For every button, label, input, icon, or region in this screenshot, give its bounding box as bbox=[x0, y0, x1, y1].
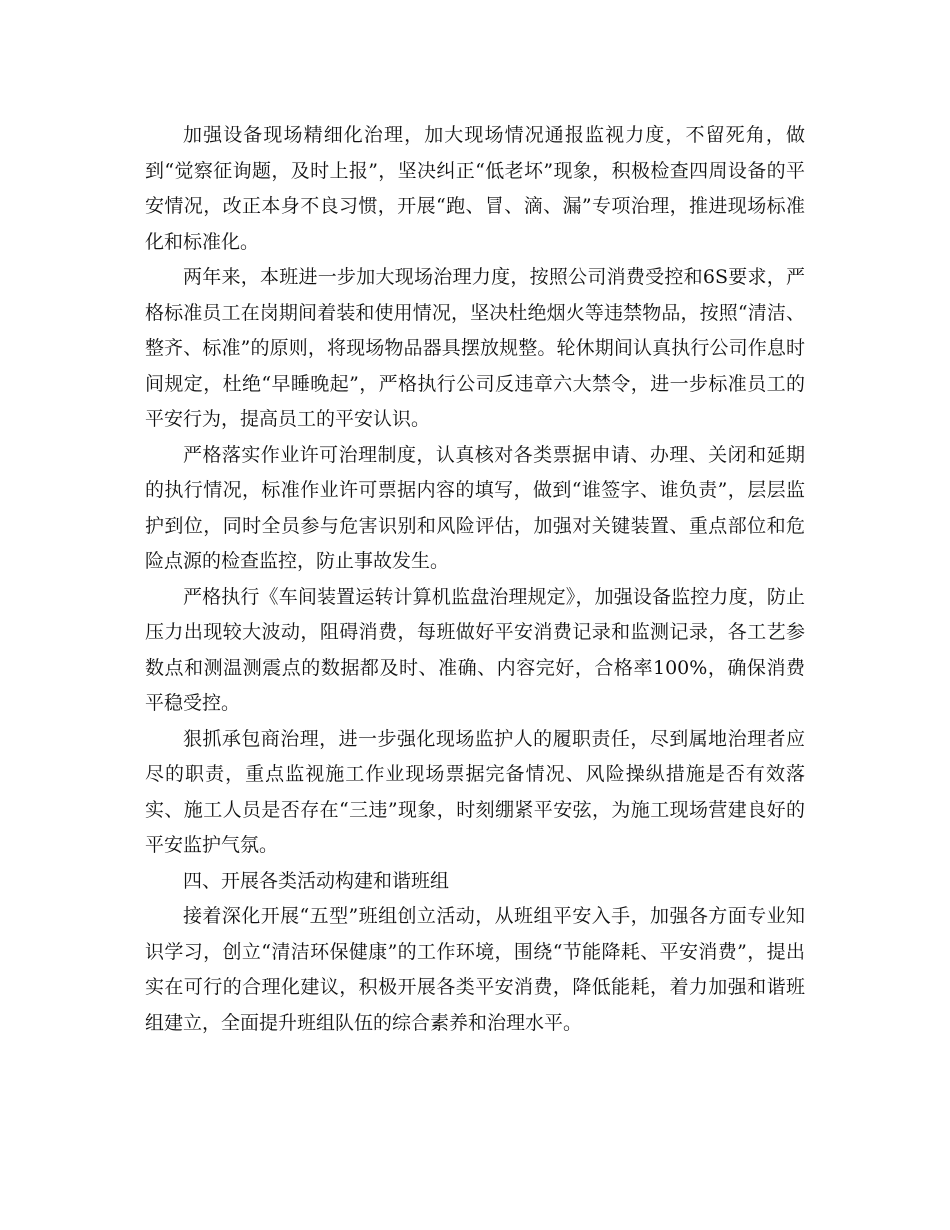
document-body bbox=[145, 118, 805, 1041]
paragraph-monitoring-regulations: 严格执行《车间装置运转计算机监盘治理规定》，加强设备监控力度，防止压力出现较大波动，阻碍消费，每班做好平安消费记录和监测记录，各工艺参数点和测温测震点的数据都及时、准确、内容完好，合格率100%，确保消费平稳受控。 bbox=[145, 585, 805, 714]
paragraph-work-permit-management: 严格落实作业许可治理制度，认真核对各类票据申请、办理、关闭和延期的执行情况，标准作业许可票据内容的填写，做到“谁签字、谁负责”，层层监护到位，同时全员参与危害识别和风险评估，加强对关键装置、重点部位和危险点源的检查监控，防止事故发生。 bbox=[145, 443, 805, 572]
section-heading-activities: 四、开展各类活动构建和谐班组 bbox=[183, 869, 450, 892]
paragraph-two-year-site-control: 两年来，本班进一步加大现场治理力度，按照公司消费受控和6S要求，严格标准员工在岗期间着装和使用情况，坚决杜绝烟火等违禁物品，按照“清洁、整齐、标准”的原则，将现场物品器具摆放规整。轮休期间认真执行公司作息时间规定，杜绝“早睡晚起”，严格执行公司反违章六大禁令，进一步标准员工的平安行为，提高员工的平安认识。 bbox=[145, 266, 805, 430]
paragraph-contractor-management: 狠抓承包商治理，进一步强化现场监护人的履职责任，尽到属地治理者应尽的职责，重点监视施工作业现场票据完备情况、风险操纵措施是否有效落实、施工人员是否存在“三违”现象，时刻绷紧平安弦，为施工现场营建良好的平安监护气氛。 bbox=[145, 727, 805, 856]
paragraph-team-building: 接着深化开展“五型”班组创立活动，从班组平安入手，加强各方面专业知识学习，创立“清洁环保健康”的工作环境，围绕“节能降耗、平安消费”，提出实在可行的合理化建议，积极开展各类平安消费，降低能耗，着力加强和谐班组建立，全面提升班组队伍的综合素养和治理水平。 bbox=[145, 905, 805, 1034]
paragraph-equipment-site-management: 加强设备现场精细化治理，加大现场情况通报监视力度，不留死角，做到“觉察征询题，及时上报”，坚决纠正“低老坏”现象，积极检查四周设备的平安情况，改正本身不良习惯，开展“跑、冒、滴、漏”专项治理，推进现场标准化和标准化。 bbox=[145, 124, 805, 253]
